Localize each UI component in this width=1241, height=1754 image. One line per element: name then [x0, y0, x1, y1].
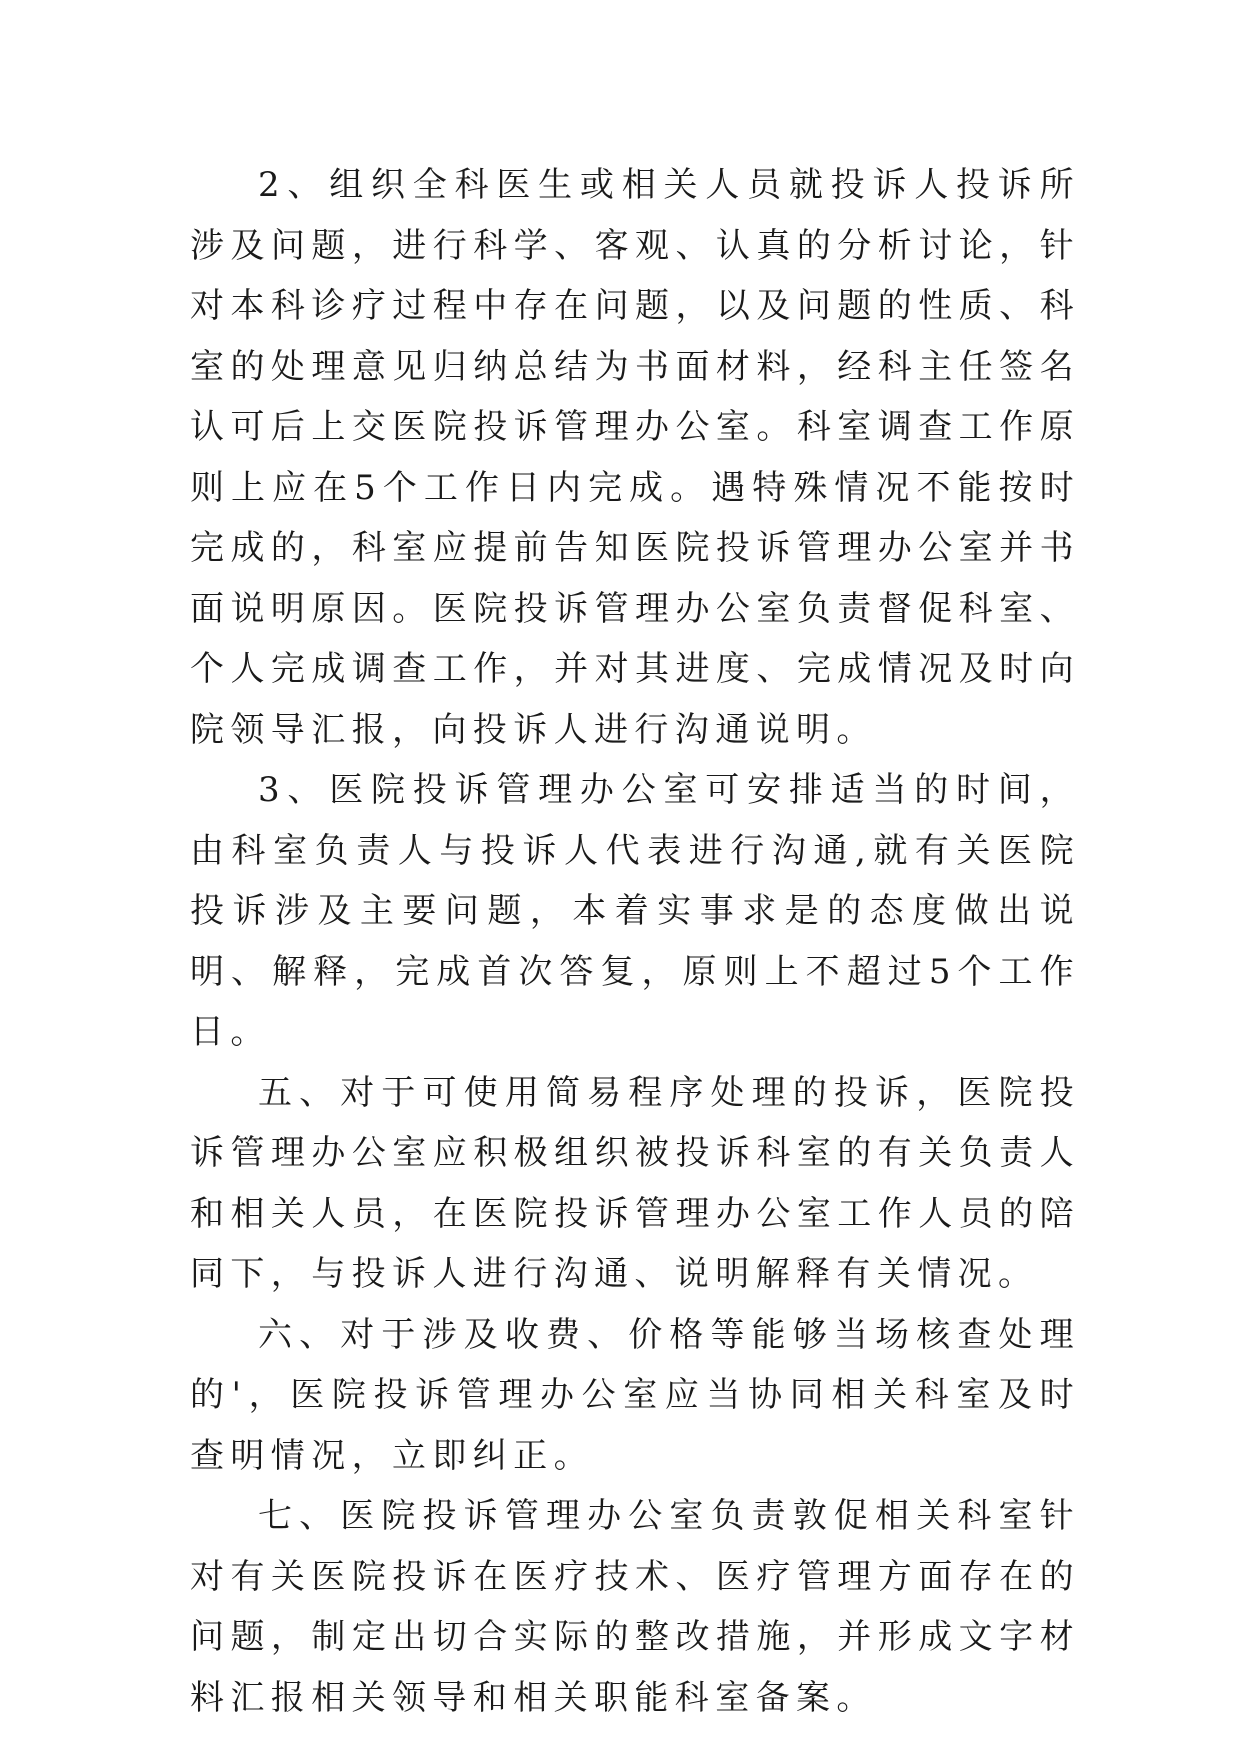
paragraph-rectification: 七、医院投诉管理办公室负责敦促相关科室针对有关医院投诉在医疗技术、医疗管理方面存在的问题，制定出切合实际的整改措施，并形成文字材料汇报相关领导和相关职能科室备案。 — [190, 1496, 1080, 1718]
paragraph-fee-verification: 六、对于涉及收费、价格等能够当场核查处理的'，医院投诉管理办公室应当协同相关科室及时查明情况，立即纠正。 — [190, 1314, 1080, 1476]
paragraph-investigation: 2、组织全科医生或相关人员就投诉人投诉所涉及问题，进行科学、客观、认真的分析讨论，针对本科诊疗过程中存在问题，以及问题的性质、科室的处理意见归纳总结为书面材料，经科主任签名认可后上交医院投诉管理办公室。科室调查工作原则上应在5个工作日内完成。遇特殊情况不能按时完成的，科室应提前告知医院投诉管理办公室并书面说明原因。医院投诉管理办公室负责督促科室、个人完成调查工作，并对其进度、完成情况及时向院领导汇报，向投诉人进行沟通说明。 — [190, 165, 1080, 750]
document-body — [190, 155, 1080, 1728]
paragraph-simple-procedure: 五、对于可使用简易程序处理的投诉，医院投诉管理办公室应积极组织被投诉科室的有关负责人和相关人员，在医院投诉管理办公室工作人员的陪同下，与投诉人进行沟通、说明解释有关情况。 — [190, 1072, 1080, 1294]
paragraph-first-reply: 3、医院投诉管理办公室可安排适当的时间，由科室负责人与投诉人代表进行沟通,就有关医院投诉涉及主要问题，本着实事求是的态度做出说明、解释，完成首次答复，原则上不超过5个工作日。 — [190, 770, 1080, 1052]
